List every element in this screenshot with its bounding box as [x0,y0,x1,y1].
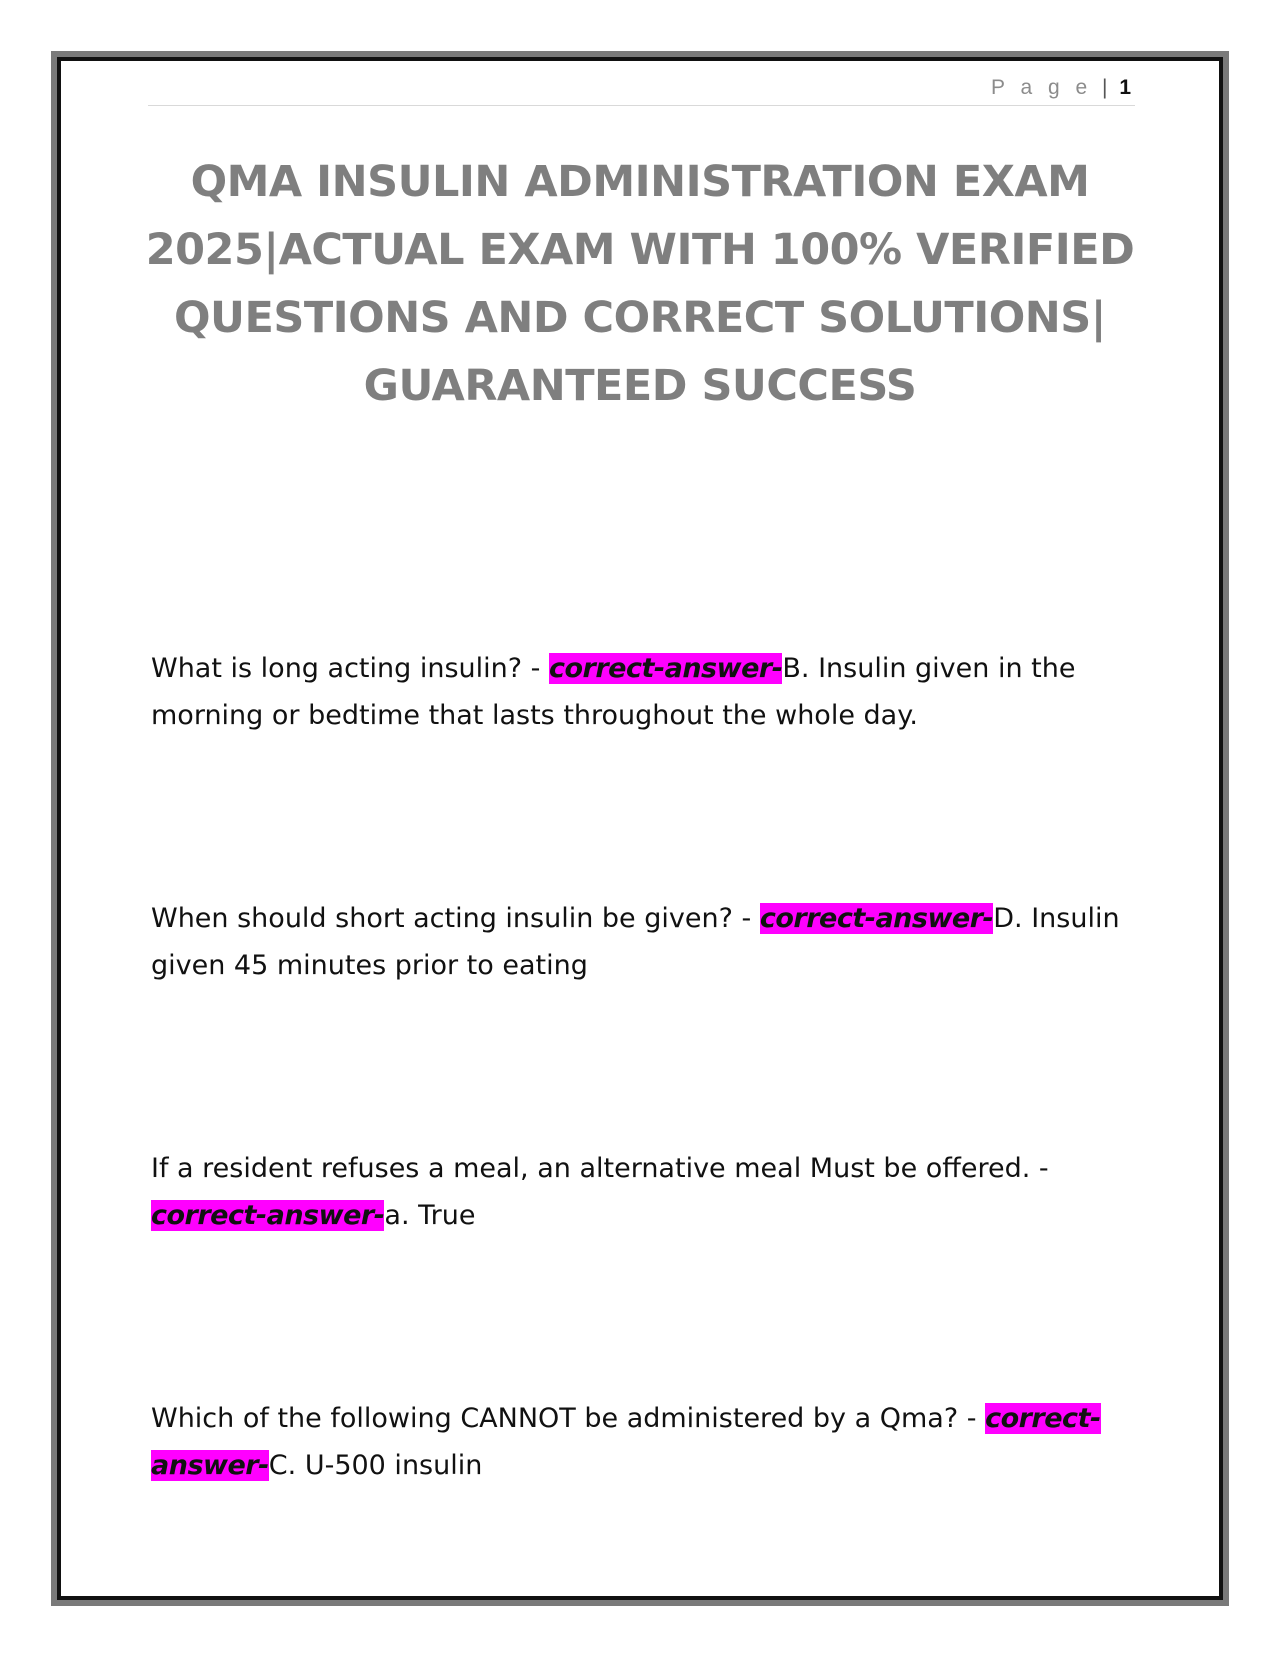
page-header [148,76,1135,106]
answer-text: D. Insulin given 45 minutes prior to eating [151,903,1120,981]
title-line-2: 2025|ACTUAL EXAM WITH 100% VERIFIED [145,225,1135,275]
title-line-1: QMA INSULIN ADMINISTRATION EXAM [190,157,1090,207]
page-label: P a g e [990,76,1093,99]
question-text: Which of the following CANNOT be administered by a Qma? - [151,1403,986,1434]
page-separator: | [1102,76,1108,99]
answer-marker: correct-answer- [759,903,994,934]
document-title [140,148,1140,420]
answer-marker: correct-answer- [549,653,783,684]
answer-marker: correct-answer- [151,1403,1101,1481]
title-line-4: GUARANTEED SUCCESS [363,361,917,411]
question-text: When should short acting insulin be given? - [151,903,760,934]
answer-text: a. True [384,1200,476,1231]
answer-text: C. U-500 insulin [268,1450,483,1481]
question-item-1 [151,645,1141,739]
question-text: What is long acting insulin? - [151,653,549,684]
question-item-3 [151,1145,1141,1239]
question-item-4 [151,1395,1141,1489]
question-item-2 [151,895,1141,989]
answer-text: B. Insulin given in the morning or bedtime that lasts throughout the whole day. [151,653,1076,731]
answer-marker: correct-answer- [151,1200,385,1231]
page-number: 1 [1119,76,1131,99]
title-line-3: QUESTIONS AND CORRECT SOLUTIONS| [174,293,1106,343]
question-text: If a resident refuses a meal, an alternative meal Must be offered. - [151,1153,1049,1184]
